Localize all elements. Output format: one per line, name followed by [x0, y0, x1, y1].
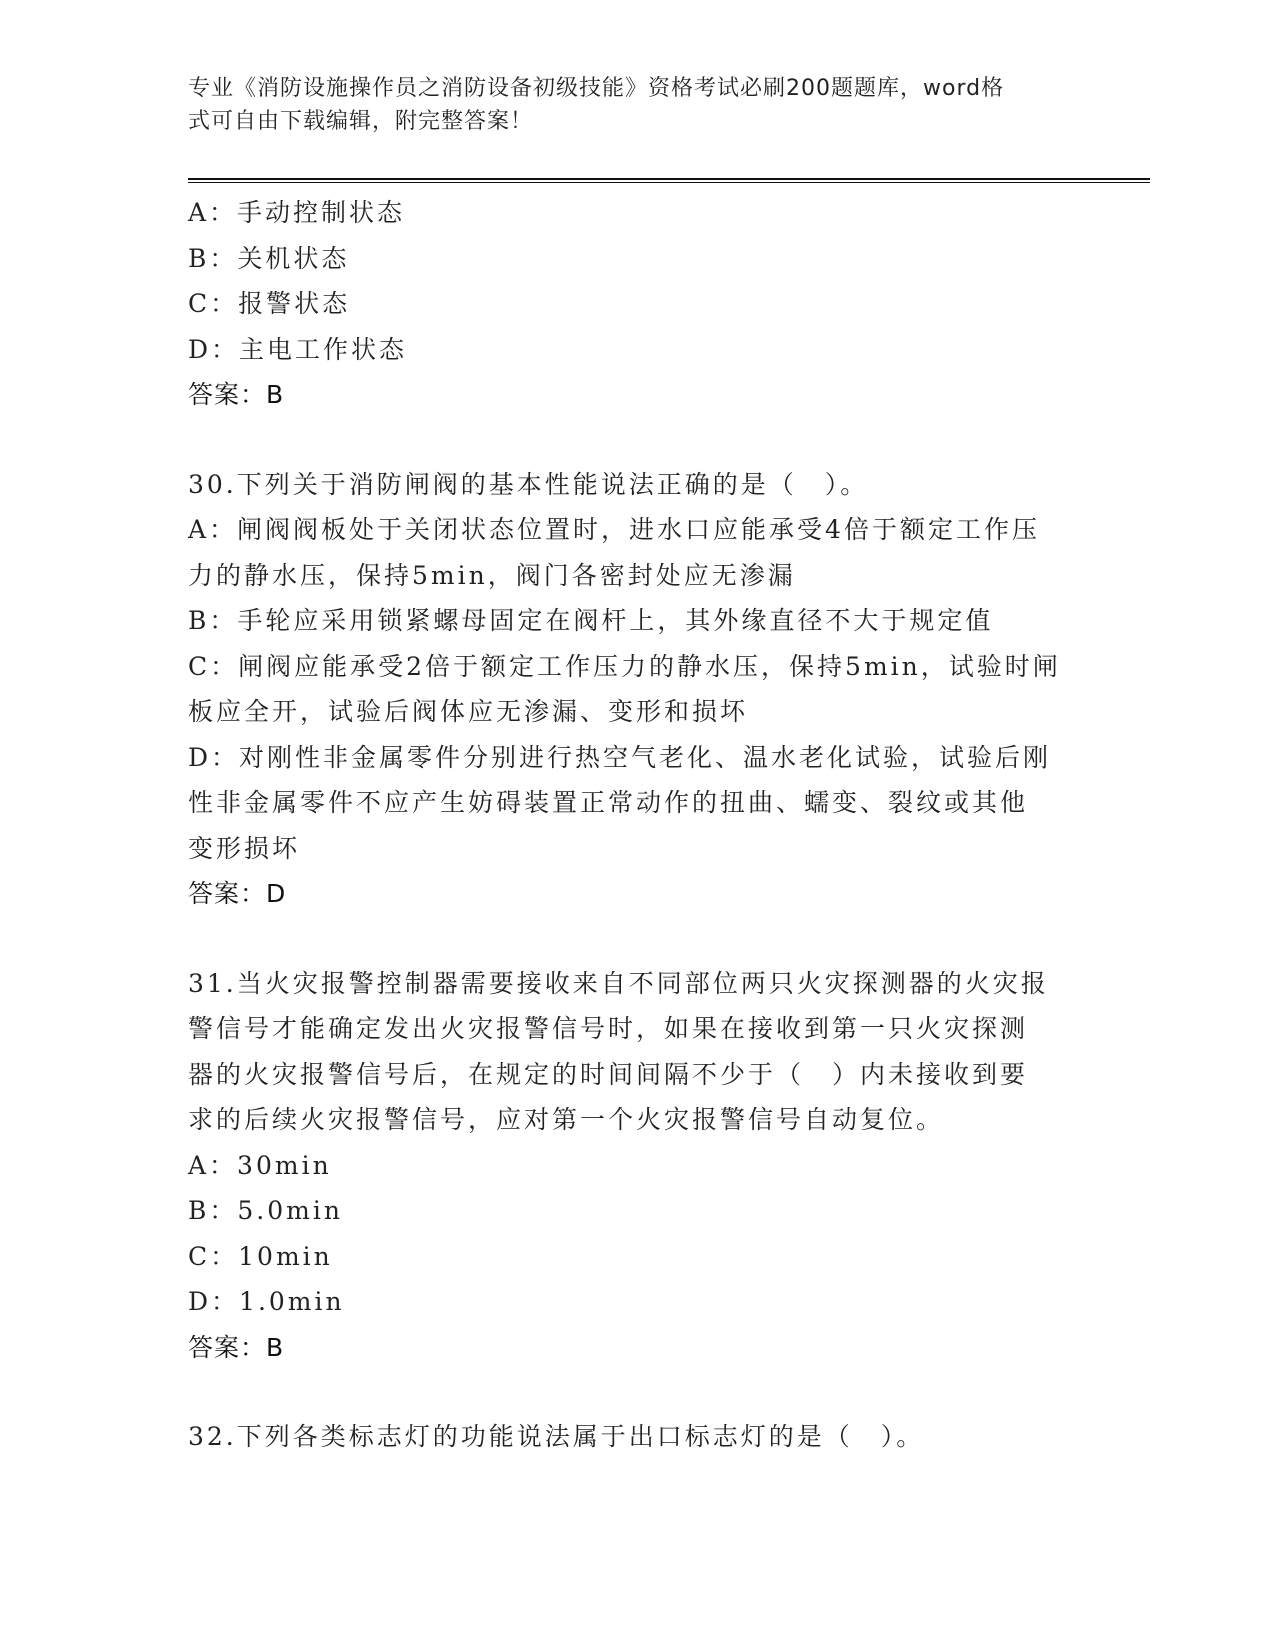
question-30 [188, 462, 1088, 917]
option-c-line-2: 板应全开，试验后阀体应无渗漏、变形和损坏 [188, 697, 749, 726]
header-divider [188, 178, 1150, 184]
question-stem-line-1: 31.当火灾报警控制器需要接收来自不同部位两只火灾探测器的火灾报 [188, 968, 1049, 998]
option-d-line-3: 变形损坏 [188, 833, 301, 863]
question-stem-line-4: 求的后续火灾报警信号，应对第一个火灾报警信号自动复位。 [188, 1105, 945, 1134]
option-a-line-2: 力的静水压，保持5min，阀门各密封处应无渗漏 [188, 560, 796, 590]
header-line-1: 专业《消防设施操作员之消防设备初级技能》资格考试必刷200题题库，word格 [188, 76, 1005, 101]
answer-label: 答案：B [188, 1332, 285, 1362]
answer-label: 答案：D [188, 879, 287, 908]
divider-thick-line [188, 178, 1150, 180]
option-c: C：报警状态 [188, 289, 351, 318]
spacer [188, 917, 1088, 961]
spacer [188, 418, 1088, 462]
spacer [188, 1370, 1088, 1414]
option-c: C：10min [188, 1241, 333, 1271]
option-c-line-1: C：闸阀应能承受2倍于额定工作压力的静水压，保持5min，试验时闸 [188, 651, 1061, 681]
option-a-line-1: A：闸阀阀板处于关闭状态位置时，进水口应能承受4倍于额定工作压 [188, 515, 1040, 544]
question-stem-line-3: 器的火灾报警信号后，在规定的时间间隔不少于（ ）内未接收到要 [188, 1059, 1029, 1089]
option-b: B：关机状态 [188, 243, 350, 273]
option-b: B：手轮应采用锁紧螺母固定在阀杆上，其外缘直径不大于规定值 [188, 606, 994, 635]
document-page [188, 0, 1148, 1650]
option-d-line-1: D：对刚性非金属零件分别进行热空气老化、温水老化试验，试验后刚 [188, 742, 1052, 772]
question-32 [188, 1414, 1088, 1460]
option-a: A：30min [188, 1150, 332, 1180]
header-line-2: 式可自由下载编辑，附完整答案！ [188, 109, 534, 134]
question-content [188, 190, 1088, 1460]
option-d: D：主电工作状态 [188, 334, 408, 364]
question-31 [188, 961, 1088, 1371]
divider-thin-line [188, 182, 1150, 183]
document-header [188, 72, 1068, 138]
answer-label: 答案：B [188, 380, 285, 409]
question-stem-line-2: 警信号才能确定发出火灾报警信号时，如果在接收到第一只火灾探测 [188, 1014, 1029, 1043]
option-d-line-2: 性非金属零件不应产生妨碍装置正常动作的扭曲、蠕变、裂纹或其他 [188, 788, 1029, 817]
option-a: A：手动控制状态 [188, 198, 406, 227]
option-b: B：5.0min [188, 1196, 343, 1225]
question-stem: 30.下列关于消防闸阀的基本性能说法正确的是（ ）。 [188, 469, 869, 499]
option-d: D：1.0min [188, 1287, 345, 1316]
question-29-tail [188, 190, 1088, 418]
question-stem: 32.下列各类标志灯的功能说法属于出口标志灯的是（ ）。 [188, 1422, 925, 1451]
